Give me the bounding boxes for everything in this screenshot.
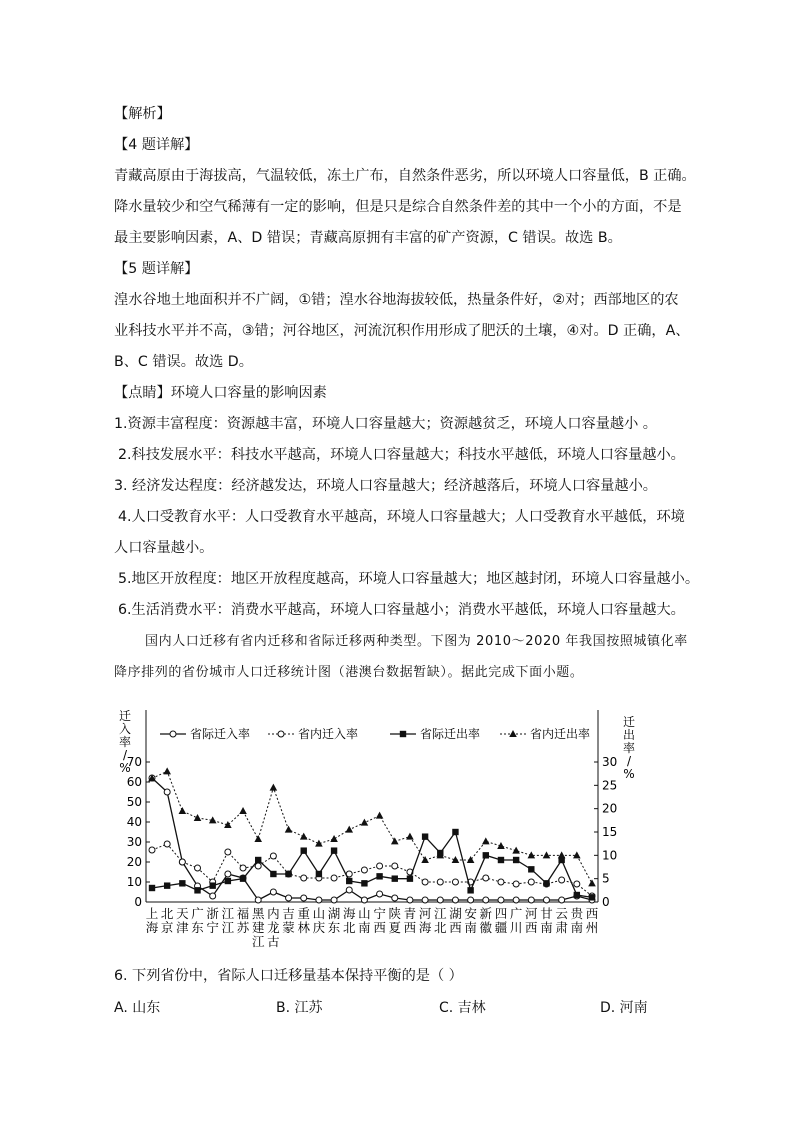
left-tick-label: 10 xyxy=(126,875,142,889)
left-tick-label: 60 xyxy=(126,775,142,789)
series-2-point xyxy=(543,880,549,886)
series-2-point xyxy=(483,852,489,858)
series-1-point xyxy=(301,875,307,881)
series-2-point xyxy=(528,866,534,872)
series-0-point xyxy=(543,897,549,903)
series-1-point xyxy=(361,867,367,873)
category-label-char: 安 xyxy=(464,906,477,921)
category-label-char: 南 xyxy=(464,920,477,935)
category-label-char: 南 xyxy=(358,920,371,935)
series-3-point xyxy=(330,835,338,842)
series-0-point xyxy=(270,889,276,895)
series-2-point xyxy=(255,857,261,863)
series-2-point xyxy=(452,829,458,835)
series-2-point xyxy=(467,887,473,893)
category-label-char: 江 xyxy=(251,934,265,949)
series-2-point xyxy=(574,892,580,898)
series-0-point xyxy=(513,897,519,903)
category-label-char: 海 xyxy=(418,920,432,935)
category-label-char: 南 xyxy=(540,920,553,935)
series-3-point xyxy=(421,856,429,863)
q5-line-3: B、C 错误。故选 D。 xyxy=(114,354,253,370)
series-0-point xyxy=(452,897,458,903)
series-1-point xyxy=(240,865,246,871)
series-2-point xyxy=(240,875,246,881)
category-label-char: 湖 xyxy=(449,906,462,921)
category-label-char: 西 xyxy=(449,920,462,935)
category-label-char: 甘 xyxy=(540,906,553,921)
series-3-point xyxy=(543,851,551,858)
left-axis-label-char: % xyxy=(119,761,131,775)
series-2-point xyxy=(316,871,322,877)
category-label-char: 山 xyxy=(312,906,326,921)
right-tick-label: 30 xyxy=(602,755,618,769)
legend-marker-1 xyxy=(278,731,284,737)
category-label-char: 天 xyxy=(176,906,189,921)
series-3-point xyxy=(558,851,566,858)
series-3-point xyxy=(270,784,278,791)
series-0-point xyxy=(331,897,337,903)
series-3-point xyxy=(361,819,369,826)
series-3-point xyxy=(588,879,596,886)
left-tick-label: 70 xyxy=(126,755,142,769)
series-1-point xyxy=(195,865,201,871)
series-3-point xyxy=(345,826,353,833)
series-0-point xyxy=(210,893,216,899)
category-label-char: 江 xyxy=(221,906,235,921)
category-label-char: 东 xyxy=(327,920,341,935)
right-tick-label: 0 xyxy=(602,895,610,909)
series-0-point xyxy=(286,895,292,901)
category-label-char: 湖 xyxy=(327,906,341,921)
q4-line-1: 青藏高原由于海拔高，气温较低，冻土广布，自然条件恶劣，所以环境人口容量低，B 正确。 xyxy=(114,168,696,184)
migration-chart xyxy=(108,700,648,952)
series-3-point xyxy=(254,835,262,842)
analysis-heading: 【解析】 xyxy=(114,106,171,122)
series-0-point xyxy=(528,897,534,903)
series-1-point xyxy=(559,877,565,883)
series-0-point xyxy=(483,897,489,903)
category-label-char: 内 xyxy=(267,906,280,921)
category-label-char: 北 xyxy=(160,906,174,921)
category-label-char: 西 xyxy=(525,920,538,935)
series-3-point xyxy=(482,837,490,844)
left-axis-label-char: 入 xyxy=(118,722,132,736)
series-0-point xyxy=(255,897,261,903)
option-a[interactable]: A. 山东 xyxy=(114,1000,161,1016)
series-0-point xyxy=(361,897,367,903)
series-1-point xyxy=(437,879,443,885)
category-label-char: 苏 xyxy=(236,920,250,935)
category-label-char: 江 xyxy=(221,920,235,935)
right-axis-label-char: 出 xyxy=(622,728,636,742)
series-0-point xyxy=(377,891,383,897)
series-3-point xyxy=(300,833,308,840)
series-2-point xyxy=(513,857,519,863)
series-2-point xyxy=(225,878,231,884)
category-label-char: 北 xyxy=(434,920,447,935)
category-label-char: 林 xyxy=(297,920,310,935)
series-3-point xyxy=(194,814,202,821)
category-label-char: 庆 xyxy=(312,920,326,935)
series-3-point xyxy=(285,826,293,833)
right-axis-label-char: / xyxy=(626,754,632,768)
series-2-point xyxy=(270,871,276,877)
legend-marker-2 xyxy=(400,731,406,737)
series-3-point xyxy=(179,807,187,814)
series-2-point xyxy=(407,875,413,881)
series-3-point xyxy=(376,812,384,819)
category-label-char: 云 xyxy=(555,906,568,921)
category-label-char: 建 xyxy=(251,920,265,935)
intro-line-1: 国内人口迁移有省内迁移和省际迁移两种类型。下图为 2010～2020 年我国按照城镇化率 xyxy=(145,634,688,649)
series-line-0 xyxy=(152,778,592,900)
q4-heading: 【4 题详解】 xyxy=(114,137,199,153)
series-0-point xyxy=(164,789,170,795)
category-label-char: 肃 xyxy=(555,920,568,935)
option-d[interactable]: D. 河南 xyxy=(600,1000,648,1016)
q4-line-2: 降水量较少和空气稀薄有一定的影响，但是只是综合自然条件差的其中一个小的方面，不是 xyxy=(114,199,682,215)
series-0-point xyxy=(498,897,504,903)
right-axis-label-char: 迁 xyxy=(622,715,636,729)
category-label-char: 福 xyxy=(236,906,250,921)
category-label-char: 海 xyxy=(342,906,356,921)
category-label-char: 河 xyxy=(525,906,538,921)
series-2-point xyxy=(392,875,398,881)
series-3-point xyxy=(239,807,247,814)
q4-line-3: 最主要影响因素，A、D 错误；青藏高原拥有丰富的矿产资源，C 错误。故选 B。 xyxy=(114,230,622,246)
series-3-point xyxy=(163,767,171,774)
question-6-stem: 6. 下列省份中，省际人口迁移量基本保持平衡的是（ ） xyxy=(114,968,463,984)
series-1-point xyxy=(528,879,534,885)
series-1-point xyxy=(225,849,231,855)
series-2-point xyxy=(422,833,428,839)
legend-label-2: 省际迁出率 xyxy=(420,727,481,741)
left-axis-label-char: 迁 xyxy=(118,709,132,723)
left-tick-label: 40 xyxy=(126,815,142,829)
category-label-char: 四 xyxy=(494,906,508,921)
right-axis-label-char: % xyxy=(623,767,635,781)
category-label-char: 古 xyxy=(267,934,280,949)
category-label-char: 州 xyxy=(585,920,599,935)
series-2-point xyxy=(589,894,595,900)
category-label-char: 蒙 xyxy=(282,920,295,935)
tip-line-3: 3. 经济发达程度：经济越发达，环境人口容量越大；经济越落后，环境人口容量越小。 xyxy=(114,478,657,494)
tip-line-6: 5.地区开放程度：地区开放程度越高，环境人口容量越大；地区越封闭，环境人口容量越小。 xyxy=(118,571,700,587)
category-label-char: 海 xyxy=(145,920,159,935)
series-0-point xyxy=(407,897,413,903)
migration-chart-svg xyxy=(108,700,648,952)
category-label-char: 疆 xyxy=(494,920,508,935)
category-label-char: 吉 xyxy=(282,906,295,921)
right-tick-label: 10 xyxy=(602,848,618,863)
series-1-point xyxy=(270,853,276,859)
series-3-point xyxy=(528,851,536,858)
category-label-char: 津 xyxy=(176,920,189,935)
legend-marker-0 xyxy=(170,731,176,737)
series-1-point xyxy=(331,875,337,881)
left-tick-label: 30 xyxy=(126,835,142,849)
category-label-char: 川 xyxy=(509,920,523,935)
series-1-point xyxy=(149,847,155,853)
series-3-point xyxy=(391,837,399,844)
left-axis-label-char: 率 xyxy=(118,735,132,749)
series-0-point xyxy=(392,895,398,901)
series-0-point xyxy=(559,897,565,903)
series-0-point xyxy=(316,897,322,903)
series-3-point xyxy=(573,851,581,858)
series-3-point xyxy=(406,833,414,840)
tip-line-7: 6.生活消费水平：消费水平越高，环境人口容量越小；消费水平越低，环境人口容量越大。 xyxy=(118,602,685,618)
series-1-point xyxy=(377,863,383,869)
category-label-char: 宁 xyxy=(373,906,386,921)
tip-line-5: 人口容量越小。 xyxy=(114,540,214,556)
legend-label-1: 省内迁入率 xyxy=(298,727,359,741)
series-2-point xyxy=(149,885,155,891)
tip-line-4: 4.人口受教育水平：人口受教育水平越高，环境人口容量越大；人口受教育水平越低，环境 xyxy=(118,509,685,525)
series-2-point xyxy=(285,871,291,877)
q5-heading: 【5 题详解】 xyxy=(114,261,199,277)
left-tick-label: 20 xyxy=(126,855,142,869)
category-label-char: 贵 xyxy=(570,906,584,921)
category-label-char: 京 xyxy=(160,920,174,935)
category-label-char: 山 xyxy=(358,906,371,921)
series-2-point xyxy=(361,880,367,886)
series-0-point xyxy=(225,871,231,877)
category-label-char: 龙 xyxy=(267,920,280,935)
series-1-point xyxy=(498,879,504,885)
series-0-point xyxy=(437,897,443,903)
series-2-point xyxy=(301,847,307,853)
series-1-point xyxy=(513,881,519,887)
series-1-point xyxy=(164,841,170,847)
series-0-point xyxy=(422,897,428,903)
series-1-point xyxy=(452,879,458,885)
intro-line-2: 降序排列的省份城市人口迁移统计图（港澳台数据暂缺）。据此完成下面小题。 xyxy=(114,665,584,680)
category-label-char: 江 xyxy=(434,906,447,921)
category-label-char: 夏 xyxy=(388,920,402,935)
series-2-point xyxy=(376,873,382,879)
legend-label-0: 省际迁入率 xyxy=(190,727,251,741)
q5-line-1: 湟水谷地土地面积并不广阔，①错；湟水谷地海拔较低，热量条件好，②对；西部地区的农 xyxy=(114,292,679,308)
right-axis-label-char: 率 xyxy=(622,741,636,755)
category-label-char: 浙 xyxy=(206,906,219,921)
series-1-point xyxy=(255,863,261,869)
series-1-point xyxy=(574,881,580,887)
series-2-point xyxy=(331,847,337,853)
category-label-char: 东 xyxy=(191,920,204,935)
series-3-point xyxy=(512,847,520,854)
category-label-char: 新 xyxy=(479,906,493,921)
right-tick-label: 25 xyxy=(602,778,618,793)
left-tick-label: 0 xyxy=(134,895,142,909)
legend-label-3: 省内迁出率 xyxy=(530,727,591,741)
series-1-point xyxy=(392,863,398,869)
option-c[interactable]: C. 吉林 xyxy=(439,1000,486,1016)
series-2-point xyxy=(194,887,200,893)
category-label-char: 河 xyxy=(418,906,432,921)
category-label-char: 北 xyxy=(342,920,356,935)
right-tick-label: 5 xyxy=(602,871,610,886)
q5-line-2: 业科技水平并不高，③错；河谷地区，河流沉积作用形成了肥沃的土壤，④对。D 正确，A、 xyxy=(114,323,690,339)
series-2-point xyxy=(164,882,170,888)
category-label-char: 陕 xyxy=(388,906,402,921)
category-label-char: 西 xyxy=(403,920,417,935)
category-label-char: 西 xyxy=(585,906,599,921)
right-tick-label: 20 xyxy=(602,801,618,816)
series-2-point xyxy=(179,880,185,886)
series-0-point xyxy=(301,895,307,901)
category-label-char: 南 xyxy=(570,920,584,935)
series-0-point xyxy=(468,897,474,903)
series-2-point xyxy=(209,882,215,888)
series-2-point xyxy=(346,878,352,884)
category-label-char: 青 xyxy=(403,906,417,921)
legend-marker-3 xyxy=(509,730,517,737)
series-1-point xyxy=(179,859,185,865)
series-0-point xyxy=(346,887,352,893)
category-label-char: 重 xyxy=(297,906,310,921)
left-axis-label-char: / xyxy=(122,748,128,762)
category-label-char: 黑 xyxy=(251,906,265,921)
left-tick-label: 50 xyxy=(126,795,142,809)
category-label-char: 广 xyxy=(509,906,523,921)
tip-heading: 【点睛】环境人口容量的影响因素 xyxy=(114,385,327,401)
tip-line-1: 1.资源丰富程度：资源越丰富，环境人口容量越大；资源越贫乏，环境人口容量越小 。 xyxy=(114,416,657,432)
category-label-char: 徽 xyxy=(479,920,493,935)
series-1-point xyxy=(483,875,489,881)
category-label-char: 上 xyxy=(145,906,159,921)
category-label-char: 西 xyxy=(373,920,386,935)
option-b[interactable]: B. 江苏 xyxy=(276,1000,323,1016)
tip-line-2: 2.科技发展水平：科技水平越高，环境人口容量越大；科技水平越低，环境人口容量越小。 xyxy=(118,447,685,463)
right-tick-label: 15 xyxy=(602,825,618,839)
series-1-point xyxy=(422,879,428,885)
series-2-point xyxy=(498,857,504,863)
series-3-point xyxy=(497,842,505,849)
category-label-char: 宁 xyxy=(206,920,219,935)
category-label-char: 广 xyxy=(191,906,204,921)
